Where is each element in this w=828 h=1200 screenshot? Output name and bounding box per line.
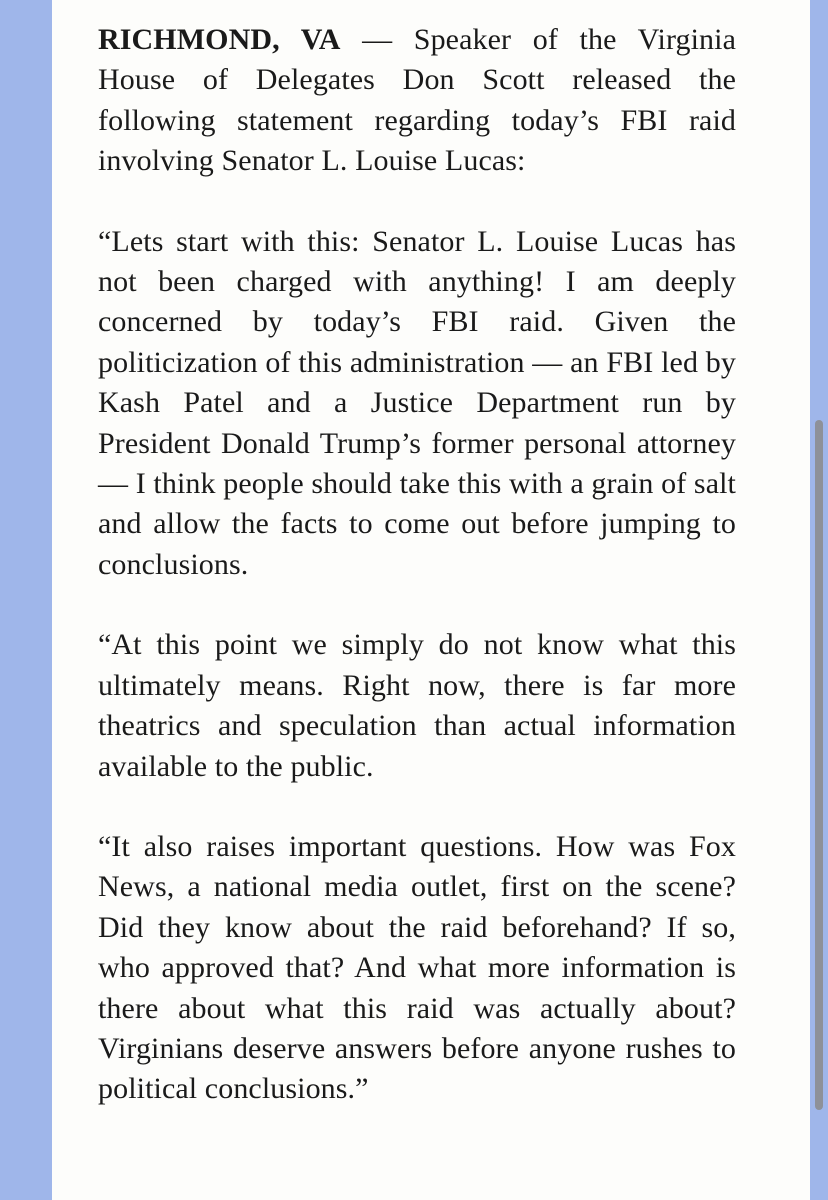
dateline: RICHMOND, VA xyxy=(98,23,341,56)
quote-paragraph-1: “Lets start with this: Senator L. Louise Lucas has not been charged with anything! I am deeply concerned by today’s FBI raid. Given the politicization of this administration — an FBI led by Kash Patel and a Justice Department run by President Donald Trump’s former personal attorney — I think people should take this with a grain of salt and allow the facts to come out before jumping to conclusions. xyxy=(98,224,736,581)
scrollbar[interactable] xyxy=(815,420,823,1110)
left-border-bar xyxy=(0,0,52,1200)
quote-paragraph-3: “It also raises important questions. How was Fox News, a national media outlet, first on the scene? Did they know about the raid beforehand? If so, who approved that? And what more information is there about what this raid was actually about? Virginians deserve answers before anyone rushes to political conclusions.” xyxy=(98,829,736,1106)
lead-text: — Speaker of the Virginia House of Delegates Don Scott released the following statement regarding today’s FBI raid involving Senator L. Louise Lucas: xyxy=(98,23,736,178)
lead-paragraph xyxy=(98,20,736,182)
quote-paragraph-2: “At this point we simply do not know what this ultimately means. Right now, there is far more theatrics and speculation than actual information available to the public. xyxy=(98,628,736,783)
statement-body xyxy=(98,20,736,1150)
